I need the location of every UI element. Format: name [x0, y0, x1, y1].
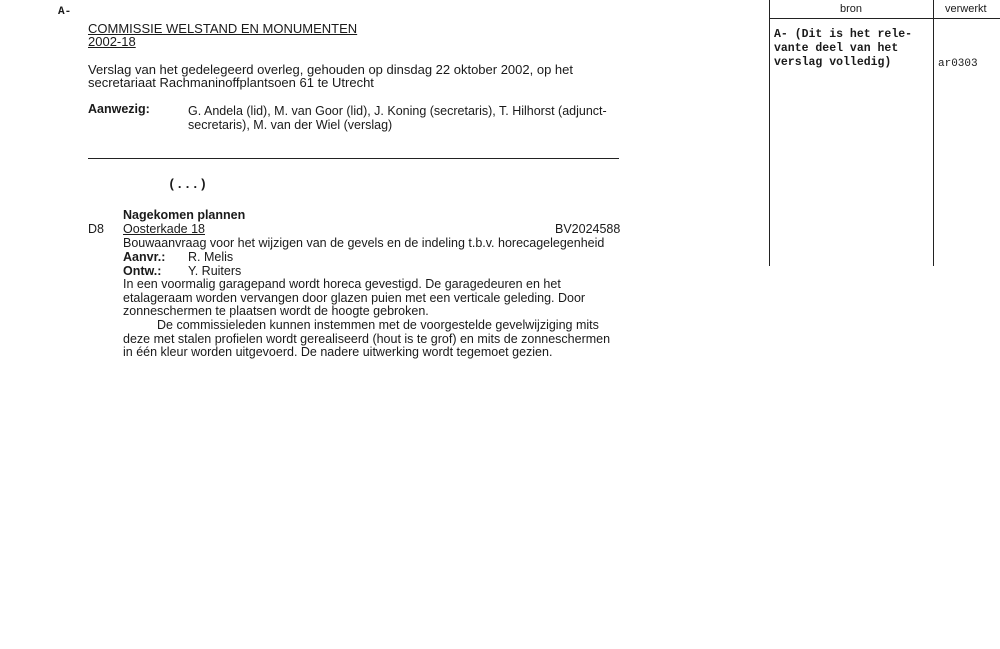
attendance-line-2: secretaris), M. van der Wiel (verslag) — [188, 118, 393, 132]
side-note-line: verslag volledig) — [774, 56, 892, 69]
attendance-line-1: G. Andela (lid), M. van Goor (lid), J. Koning (secretaris), T. Hilhorst (adjunct- — [188, 104, 607, 118]
applicant-name: R. Melis — [188, 250, 234, 264]
column-header-bron: bron — [840, 3, 863, 15]
body-paragraph-2-line: De commissieleden kunnen instemmen met de voorgestelde gevelwijziging mits — [157, 318, 599, 332]
section-heading: Nagekomen plannen — [123, 208, 246, 222]
side-note — [774, 28, 912, 70]
side-table-header-rule — [769, 18, 1000, 19]
corner-mark: A- — [58, 6, 72, 18]
column-header-verwerkt: verwerkt — [945, 3, 987, 15]
item-address: Oosterkade 18 — [123, 222, 205, 236]
intro-line-2: secretariaat Rachmaninoffplantsoen 61 te Utrecht — [88, 75, 374, 90]
applicant-label: Aanvr.: — [123, 250, 166, 264]
intro-line-1: Verslag van het gedelegeerd overleg, gehouden op dinsdag 22 oktober 2002, op het — [88, 62, 573, 77]
document-number: 2002-18 — [88, 34, 136, 49]
designer-label: Ontw.: — [123, 264, 162, 278]
side-table-column-divider — [933, 0, 934, 266]
body-paragraph-1 — [123, 278, 585, 319]
body-paragraph-2-line: in één kleur worden uitgevoerd. De nadere uitwerking wordt tegemoet gezien. — [123, 345, 553, 359]
section-divider — [88, 158, 619, 159]
item-reference: BV2024588 — [555, 222, 621, 236]
item-code: D8 — [88, 222, 104, 236]
side-note-line: vante deel van het — [774, 42, 899, 55]
omission-ellipsis: (...) — [168, 177, 208, 192]
attendance-label: Aanwezig: — [88, 102, 150, 116]
processed-code: ar0303 — [938, 58, 978, 70]
document-title: COMMISSIE WELSTAND EN MONUMENTEN — [88, 21, 358, 36]
designer-name: Y. Ruiters — [188, 264, 242, 278]
body-paragraph-1-line: zonneschermen te plaatsen wordt de hoogte gebroken. — [123, 304, 429, 318]
body-paragraph-2 — [123, 319, 610, 360]
body-paragraph-1-line: etalageraam worden vervangen door glazen puien met een verticale geleding. Door — [123, 290, 586, 305]
body-paragraph-1-line: In een voormalig garagepand wordt horeca gevestigd. De garagedeuren en het — [123, 277, 561, 291]
side-note-line: A- (Dit is het rele- — [774, 28, 913, 41]
body-paragraph-2-line: deze met stalen profielen wordt gerealiseerd (hout is te grof) en mits de zonneschermen — [123, 331, 611, 346]
item-description: Bouwaanvraag voor het wijzigen van de gevels en de indeling t.b.v. horecagelegenheid — [123, 236, 605, 250]
side-table-left-border — [769, 0, 770, 266]
